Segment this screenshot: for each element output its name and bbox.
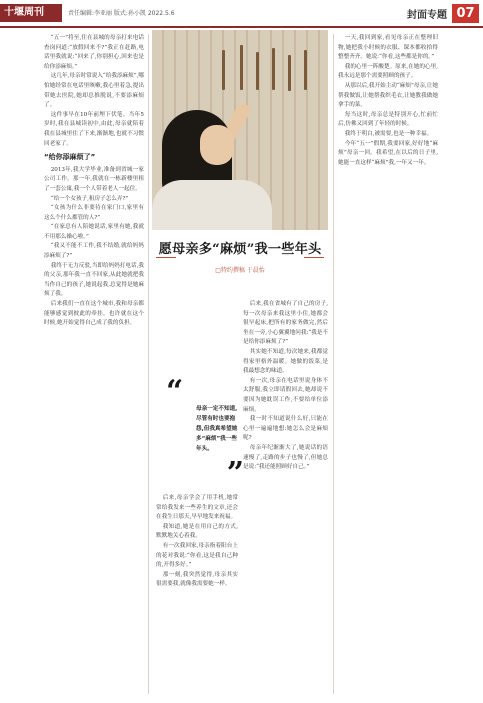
article-title: 愿母亲多“麻烦”我一些年头 bbox=[158, 242, 322, 257]
column-4 bbox=[338, 34, 438, 699]
paragraph: “给一个女孩子,租房子怎么弄?” bbox=[50, 195, 129, 202]
photo-detail bbox=[288, 55, 291, 91]
paragraph: 后来,我在省城有了自己的房子,每一次母亲来我这里小住,她都会很早起床,把所有的家务做完,然后坐在一旁,小心翼翼地问我:“我是不是给你添麻烦了?” bbox=[243, 301, 328, 346]
paragraph: 其实她不知道,每次她来,我都觉得家里格外温暖。她做的饭菜,是我最想念的味道。 bbox=[243, 348, 328, 375]
paragraph: 一天,我回到家,看见母亲正在整理旧物,她把我小时候的衣服、课本都收拾得整整齐齐。她说:“你看,这些都是你的。” bbox=[338, 35, 438, 61]
photo-person-face bbox=[200, 125, 234, 165]
pull-quote-text: 母亲一定不知道,尽管有时也要抱怨,但我真希望她多“麻烦”我一些年头。 bbox=[196, 406, 238, 452]
photo-detail bbox=[304, 50, 307, 90]
paragraph: 我知道,她是在用自己的方式,默默地关心着我。 bbox=[156, 523, 238, 540]
column-divider bbox=[148, 34, 149, 694]
paragraph: “我又不能不工作,我不结婚,就给妈妈添麻烦了?” bbox=[44, 243, 144, 260]
photo-detail bbox=[240, 45, 243, 90]
article-byline: □特约撰稿 于晨怡 bbox=[215, 267, 265, 274]
photo-detail bbox=[222, 50, 225, 90]
article-photo bbox=[152, 30, 328, 230]
page-header bbox=[0, 0, 483, 27]
paragraph: 后来我们一直在这个城市,我和母亲都能够感觉到彼此的牵挂。也许就在这个时候,她开始觉得自己成了我的负担。 bbox=[44, 301, 144, 327]
paragraph: 我终于无力反驳,当即给妈妈打电话,我的父亲,那年我一直不回家,从此她就把我当作自己的孩子,她说起我,总觉得是她麻烦了我。 bbox=[44, 262, 144, 298]
editor-meta: 责任编辑:李亚丽 版式:孙小凯 2022.5.6 bbox=[68, 10, 175, 17]
paragraph: 我的心里一阵酸楚。原来,在她的心里,我永远是那个需要照顾的孩子。 bbox=[338, 63, 438, 80]
subheading: “给你添麻烦了” bbox=[44, 153, 96, 162]
paragraph: 这几年,母亲时常说入“给我添麻烦”,哪怕她经常在电话里咳嗽,我心里着急,提出带她去医院,她却总推脱说,不要添麻烦了。 bbox=[44, 73, 144, 109]
article-title-block bbox=[152, 238, 328, 288]
paragraph: 2013年,我大学毕业,准备到省城一家公司工作。那一年,我就在一栋新楼里租了一套公寓,我一个人带着老人一起住。 bbox=[44, 166, 144, 192]
paragraph: “在家总有人陪她说话,家里有她,我就不用那么操心啦。” bbox=[44, 224, 144, 240]
paragraph: “五一”将至,住在县城的母亲打来电话查岗问道:“放假回来不?”我正在赶路,电话里我就说:“回来了,你别担心,回来也是给你添麻烦。” bbox=[44, 35, 144, 70]
paragraph: 那一刻,我突然觉得,母亲其实很需要我,就像我需要她一样。 bbox=[156, 571, 238, 588]
page-number: 07 bbox=[452, 4, 479, 23]
paper-name: 十堰周刊 bbox=[0, 4, 62, 22]
paragraph: 这件事早在10年前埋下伏笔。当年5岁时,我在县城读初中,由此,母亲就陪着我在县城里住了下来,渐渐地,也就不习惯回老家了。 bbox=[44, 111, 144, 147]
photo-person-body bbox=[152, 180, 272, 230]
byline-ornament-right bbox=[304, 257, 324, 258]
paragraph: 母亲年纪渐渐大了,她说话的语速慢了,走路的步子也慢了,但她总是说:“我还能照顾好自己。” bbox=[243, 444, 328, 471]
column-divider bbox=[333, 34, 334, 694]
photo-detail bbox=[272, 48, 275, 90]
column-1 bbox=[44, 34, 144, 699]
open-quote-mark: “ bbox=[166, 374, 184, 409]
photo-detail bbox=[256, 52, 259, 90]
paragraph: 今年“五一”假期,我要回家,好好地“麻烦”母亲一回。我希望,在以后的日子里,她能一直这样“麻烦”我,一年又一年。 bbox=[338, 140, 438, 166]
close-quote-mark: ” bbox=[226, 456, 244, 491]
column-2b bbox=[156, 494, 238, 699]
column-2 bbox=[243, 300, 328, 699]
byline-ornament-left bbox=[156, 257, 176, 258]
paragraph: 我一时不知道说什么好,只能在心里一遍遍地想:她怎么会是麻烦呢? bbox=[243, 416, 328, 442]
paragraph: “女孩为什么非要待在家门口,家里有这么个什么都管的人?” bbox=[44, 205, 144, 221]
paragraph: 有一次,母亲在电话里说身体不太舒服,我立即请假回去,她却说不要因为她耽误工作,不要给单位添麻烦。 bbox=[243, 377, 328, 413]
paragraph: 从那以后,我开始主动“麻烦”母亲,让她帮我做饭,让她帮我织毛衣,让她教我做她拿手的菜。 bbox=[338, 82, 438, 109]
paragraph: 后来,母亲学会了用手机,她常常给我发来一些养生的文章,还会在我生日那天,早早地发来祝福。 bbox=[156, 495, 238, 521]
paragraph: 每当这时,母亲总是特别开心,忙前忙后,仿佛又回到了年轻的时候。 bbox=[338, 111, 438, 128]
header-rule bbox=[0, 26, 483, 28]
section-title: 封面专题 bbox=[407, 10, 447, 21]
paragraph: 我终于明白,被需要,也是一种幸福。 bbox=[344, 130, 433, 137]
pull-quote bbox=[166, 374, 244, 491]
paragraph: 有一次我回家,母亲指着阳台上的花对我说:“你看,这是我自己种的,开得多好。” bbox=[156, 542, 238, 569]
